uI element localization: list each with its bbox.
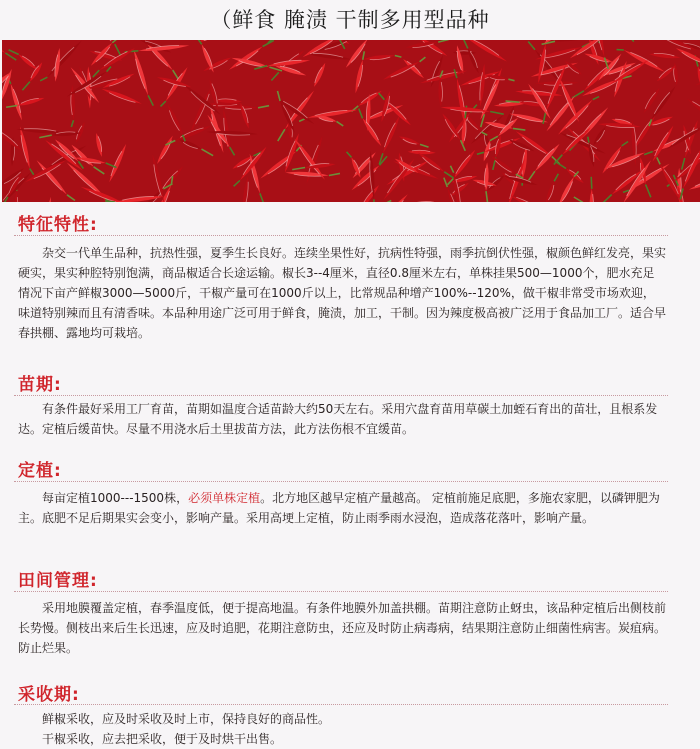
section-divider [14, 235, 668, 236]
seedling-text: 有条件最好采用工厂育苗，苗期如温度合适苗龄大约50天左右。采用穴盘育苗用草碳土加蛭石育出的苗壮，且根系发达。定植后缓苗快。尽量不用浇水后土里拔苗方法，此方法伤根不宜缓苗。 [18, 399, 666, 439]
harvest-line2: 干椒采收，应去把采收，便于及时烘干出售。 [18, 729, 666, 749]
section-divider [14, 591, 668, 592]
section-divider [14, 481, 668, 482]
section-title-planting: 定植: [18, 456, 62, 481]
section-title-harvest: 采收期: [18, 680, 80, 705]
section-title-features: 特征特性: [18, 210, 98, 235]
planting-text [18, 488, 666, 528]
section-divider [14, 395, 668, 396]
chili-stem [374, 199, 375, 202]
planting-highlight: 必须单株定植 [188, 491, 260, 505]
page-headline: （鲜食 腌渍 干制多用型品种 [0, 0, 700, 40]
section-title-field: 田间管理: [18, 566, 98, 591]
section-title-seedling: 苗期: [18, 370, 62, 395]
planting-text-part: 每亩定植1000---1500株， [42, 491, 188, 505]
features-text: 杂交一代单生品种，抗热性强，夏季生长良好。连续坐果性好，抗病性特强，雨季抗倒伏性强，椒颜色鲜红发亮，果实硬实，果实种腔特别饱满，商品椒适合长途运输。椒长3--4厘米，直径0.8厘米左右，单株挂果500—1000个，肥水充足情况下亩产鲜椒3000—5000斤，干椒产量可在1000斤以上，比常规品种增产100%--120%，做干椒非常受市场欢迎，味道特别辣而且有清香味。本品种用途广泛可用于鲜食，腌渍，加工，干制。因为辣度极高被广泛用于食品加工厂。适合早春拱棚、露地均可栽培。 [18, 243, 666, 343]
chili-pepper-photo [2, 40, 700, 202]
field-text: 采用地膜覆盖定植，春季温度低，便于提高地温。有条件地膜外加盖拱棚。苗期注意防止蚜虫，该品种定植后出侧枝前长势慢。侧枝出来后生长迅速，应及时追肥，花期注意防虫，还应及时防止病毒病，结果期注意防止细菌性病害。炭疽病。防止烂果。 [18, 598, 666, 658]
section-divider [14, 704, 668, 705]
planting-text-part: 。北方地区越早定植产量越高。 定植前施足底肥，多施农家肥，以磷钾肥为主。底肥不足后期果实会变小，影响产量。采用高埂上定植，防止雨季雨水浸泡，造成落花落叶，影响产量。 [18, 491, 660, 525]
harvest-line1: 鲜椒采收，应及时采收及时上市，保持良好的商品性。 [18, 709, 666, 729]
chili-stem [591, 177, 592, 189]
